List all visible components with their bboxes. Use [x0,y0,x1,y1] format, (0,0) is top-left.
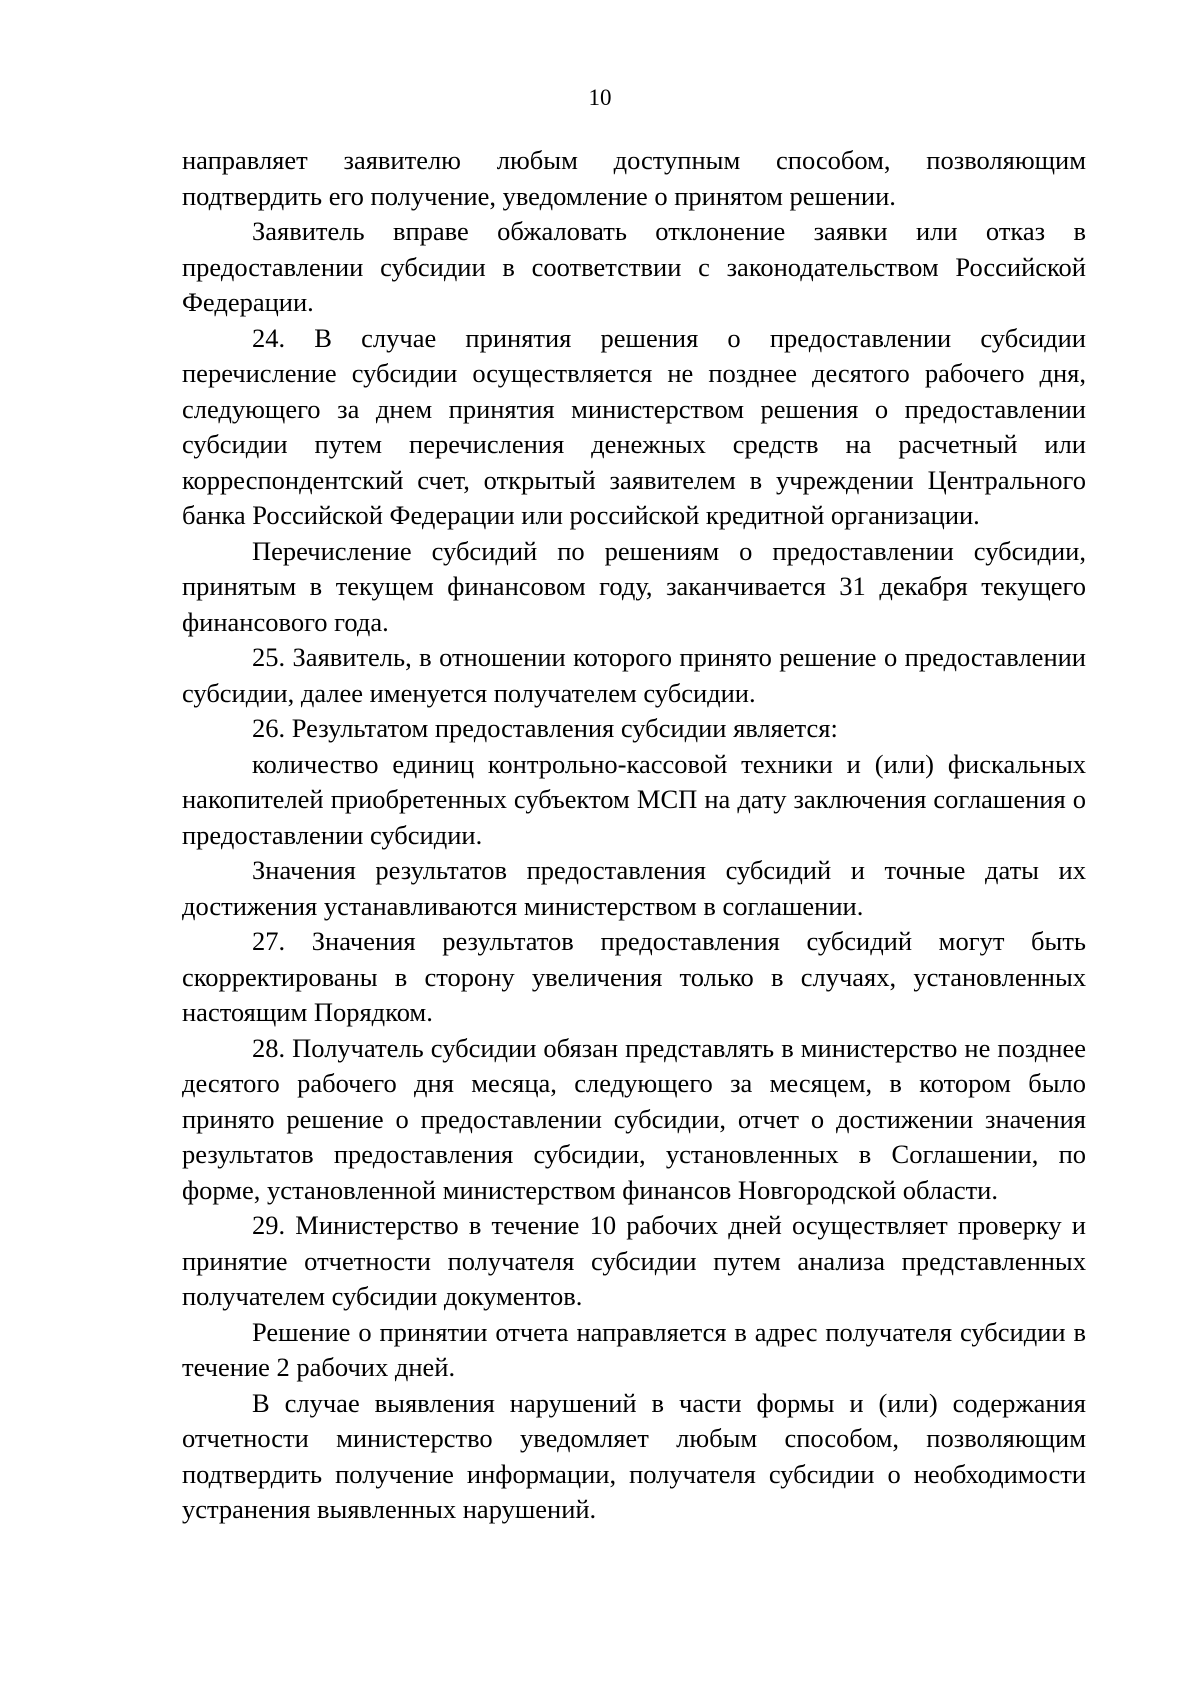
paragraph-clause-29: 29. Министерство в течение 10 рабочих дней осуществляет проверку и принятие отчетности получателя субсидии путем анализа представленных получателем субсидии документов. [182,1210,1086,1311]
paragraph-result-values: Значения результатов предоставления субсидий и точные даты их достижения устанавливаются министерством в соглашении. [182,855,1086,921]
page-number: 10 [588,85,612,110]
paragraph-clause-27: 27. Значения результатов предоставления субсидий могут быть скорректированы в сторону увеличения только в случаях, установленных настоящим Порядком. [182,926,1086,1027]
paragraph-violations: В случае выявления нарушений в части формы и (или) содержания отчетности министерство уведомляет любым способом, позволяющим подтвердить получение информации, получателя субсидии о необходимости устранения выявленных нарушений. [182,1387,1086,1524]
paragraph-report-decision: Решение о принятии отчета направляется в адрес получателя субсидии в течение 2 рабочих дней. [182,1316,1086,1382]
paragraph-clause-26: 26. Результатом предоставления субсидии является: [252,713,838,743]
paragraph-transfer-deadline: Перечисление субсидий по решениям о предоставлении субсидии, принятым в текущем финансовом году, заканчивается 31 декабря текущего финансового года. [182,535,1086,637]
document-body [182,143,1086,1528]
paragraph-clause-28: 28. Получатель субсидии обязан представлять в министерство не позднее десятого рабочего дня месяца, следующего за месяцем, в котором было принято решение о предоставлении субсидии, отчет о достижении значения результатов предоставления субсидии, установленных в Соглашении, по форме, установленной министерством финансов Новгородской области. [182,1032,1086,1205]
paragraph-continuation: направляет заявителю любым доступным способом, позволяющим подтвердить его получение, уведомление о принятом решении. [182,145,1086,211]
paragraph-appeal-right: Заявитель вправе обжаловать отклонение заявки или отказ в предоставлении субсидии в соответствии с законодательством Российской Федерации. [182,216,1086,317]
paragraph-clause-24: 24. В случае принятия решения о предоставлении субсидии перечисление субсидии осуществляется не позднее десятого рабочего дня, следующего за днем принятия министерством решения о предоставлении субсидии путем перечисления денежных средств на расчетный или корреспондентский счет, открытый заявителем в учреждении Центрального банка Российской Федерации или российской кредитной организации. [182,322,1086,530]
paragraph-clause-25: 25. Заявитель, в отношении которого принято решение о предоставлении субсидии, далее именуется получателем субсидии. [182,642,1086,708]
paragraph-result-definition: количество единиц контрольно-кассовой техники и (или) фискальных накопителей приобретенных субъектом МСП на дату заключения соглашения о предоставлении субсидии. [182,748,1086,850]
